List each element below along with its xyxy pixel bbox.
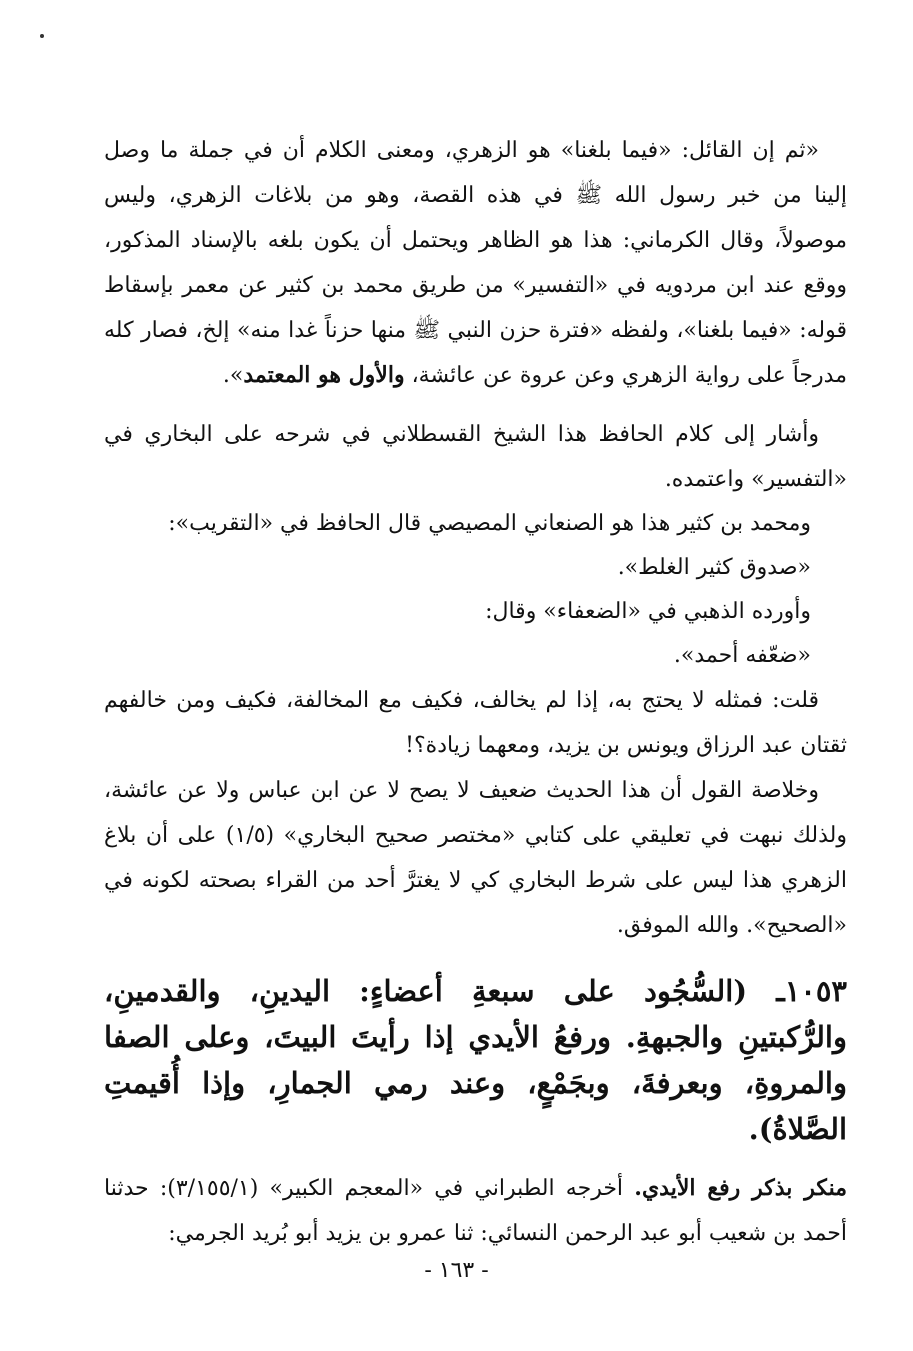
bold-phrase: والأول هو المعتمد bbox=[243, 362, 405, 388]
paragraph-qultu: قلت: فمثله لا يحتج به، إذا لم يخالف، فكيف مع المخالفة، فكيف ومن خالفهم ثقتان عبد الرزاق ويونس بن يزيد، ومعهما زيادة؟! bbox=[104, 688, 847, 758]
scan-speck bbox=[40, 34, 44, 38]
line-dhahabi: وأورده الذهبي في «الضعفاء» وقال: bbox=[485, 599, 811, 624]
paragraph-end: ». bbox=[222, 363, 244, 388]
paragraph-quote-kirmani bbox=[104, 128, 847, 398]
paragraph-conclusion: وخلاصة القول أن هذا الحديث ضعيف لا يصح لا عن ابن عباس ولا عن عائشة، ولذلك نبهت في تعليقي على كتابي «مختصر صحيح البخاري» (١/٥) على أن بلاغ الزهري هذا ليس على شرط البخاري كي لا يغترَّ أحد من القراء بصحته لكونه في «الصحيح». والله الموفق. bbox=[104, 778, 847, 938]
paragraph-text: «ثم إن القائل: «فيما بلغنا» هو الزهري، ومعنى الكلام أن في جملة ما وصل إلينا من خبر رسول الله ﷺ في هذه القصة، وهو من بلاغات الزهري، وليس موصولاً، وقال الكرماني: هذا هو الظاهر ويحتمل أن يكون بلغه بالإسناد المذكور، ووقع عند ابن مردويه في «التفسير» من طريق محمد بن كثير عن معمر بإسقاط قوله: «فيما بلغنا»، ولفظه «فترة حزن النبي ﷺ منها حزناً غدا منه» إلخ، فصار كله مدرجاً على رواية الزهري وعن عروة عن عائشة، bbox=[104, 138, 847, 388]
paragraph-takhrij bbox=[104, 1166, 847, 1256]
verdict-label: منكر بذكر رفع الأيدي. bbox=[634, 1175, 848, 1201]
line-quote-ahmad: «ضعّفه أحمد». bbox=[673, 643, 811, 668]
line-quote-taqrib: «صدوق كثير الغلط». bbox=[617, 555, 811, 580]
line-muhammad-ibn-kathir: ومحمد بن كثير هذا هو الصنعاني المصيصي قال الحافظ في «التقريب»: bbox=[168, 511, 811, 536]
hadith-heading: ١٠٥٣ـ (السُّجُود على سبعةِ أعضاءٍ: اليدينِ، والقدمينِ، والرُّكبتينِ والجبهةِ. ورفعُ الأيدي إذا رأيتَ البيتَ، وعلى الصفا والمروةِ، وبعرفةَ، وبجَمْعٍ، وعند رمي الجمارِ، وإذا أُقيمتِ الصَّلاةُ). bbox=[104, 974, 847, 1146]
paragraph-qastallani: وأشار إلى كلام الحافظ هذا الشيخ القسطلاني في شرحه على البخاري في «التفسير» واعتمده. bbox=[104, 422, 847, 492]
page-number: - ١٦٣ - bbox=[424, 1258, 489, 1283]
takhrij-text: أخرجه الطبراني في «المعجم الكبير» (٣/١٥٥/١): حدثنا أحمد بن شعيب أبو عبد الرحمن النسائي: ثنا عمرو بن يزيد أبو بُريد الجرمي: bbox=[104, 1176, 847, 1246]
